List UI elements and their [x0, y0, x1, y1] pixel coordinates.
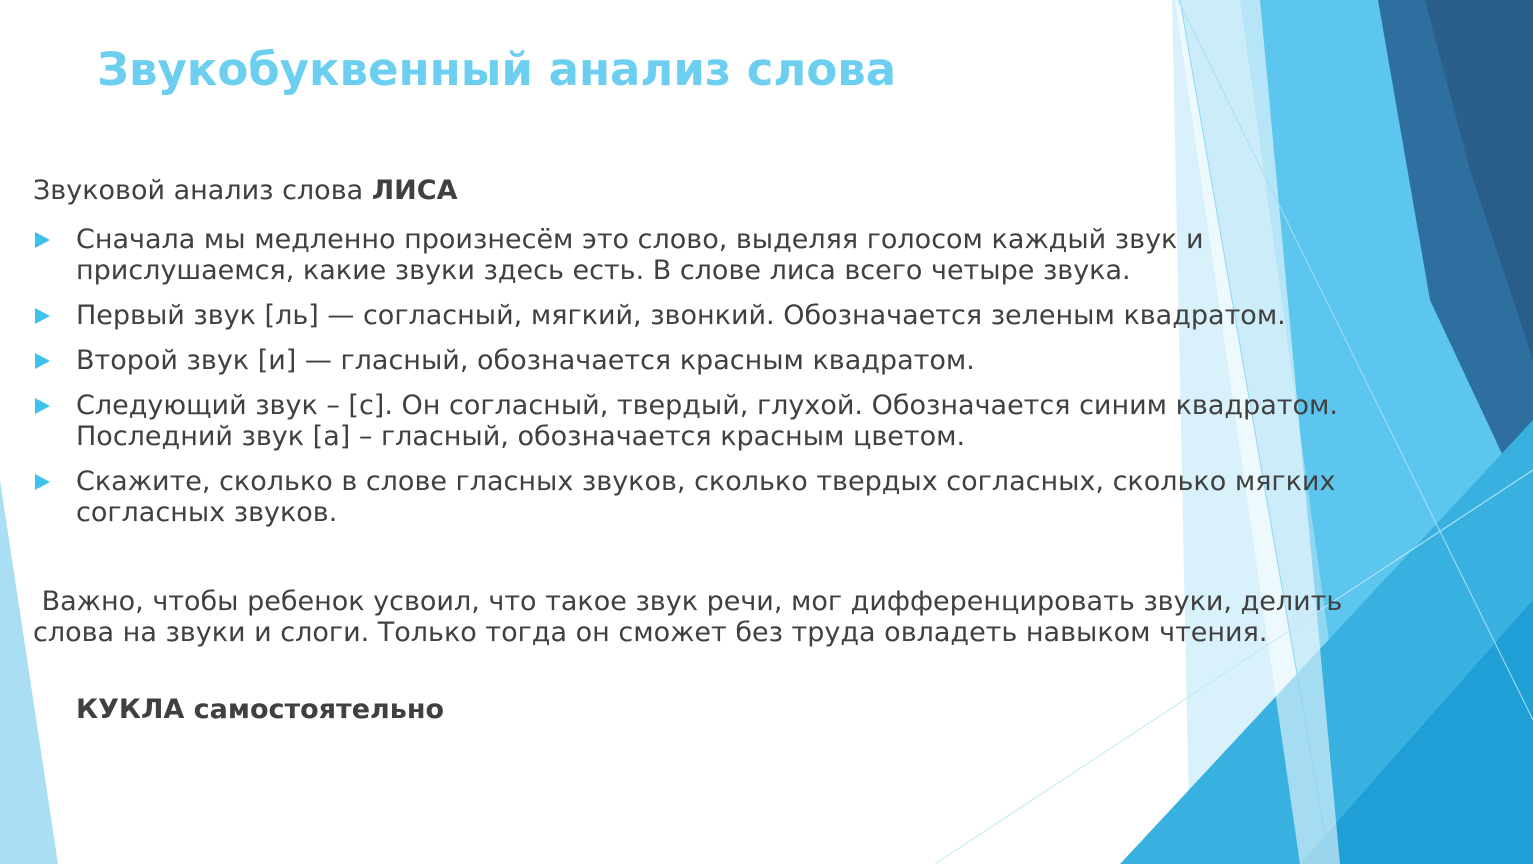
- bullet-text: Второй звук [и] — гласный, обозначается красным квадратом.: [76, 345, 975, 376]
- slide-content: [33, 170, 1423, 728]
- bullet-text: Скажите, сколько в слове гласных звуков, сколько твердых согласных, сколько мягких согласных звуков.: [76, 466, 1336, 528]
- bullet-item: [33, 390, 1423, 452]
- bullet-item: [33, 224, 1423, 286]
- triangle-right-icon: [35, 474, 50, 490]
- note-paragraph: Важно, чтобы ребенок усвоил, что такое звук речи, мог дифференцировать звуки, делить слова на звуки и слоги. Только тогда он сможет без труда овладеть навыком чтения.: [33, 586, 1351, 648]
- bullet-text: Сначала мы медленно произнесём это слово, выделяя голосом каждый звук и прислушаемся, какие звуки здесь есть. В слове лиса всего четыре звука.: [76, 224, 1204, 286]
- bullet-item: [33, 300, 1423, 331]
- slide-title: Звукобуквенный анализ слова: [97, 43, 897, 96]
- task-text: КУКЛА самостоятельно: [76, 694, 445, 725]
- bullet-list: [33, 224, 1423, 528]
- triangle-right-icon: [35, 398, 50, 414]
- bullet-item: [33, 345, 1423, 376]
- triangle-right-icon: [35, 353, 50, 369]
- triangle-right-icon: [35, 232, 50, 248]
- slide-subtitle: [33, 170, 1423, 212]
- subtitle-text: Звуковой анализ слова: [33, 175, 372, 206]
- subtitle-word: ЛИСА: [371, 175, 458, 206]
- bullet-text: Первый звук [ль] — согласный, мягкий, звонкий. Обозначается зеленым квадратом.: [76, 300, 1286, 331]
- bullet-item: [33, 466, 1423, 528]
- triangle-right-icon: [35, 308, 50, 324]
- bullet-text: Следующий звук – [с]. Он согласный, твердый, глухой. Обозначается синим квадратом. Последний звук [а] – гласный, обозначается красным цветом.: [76, 390, 1338, 452]
